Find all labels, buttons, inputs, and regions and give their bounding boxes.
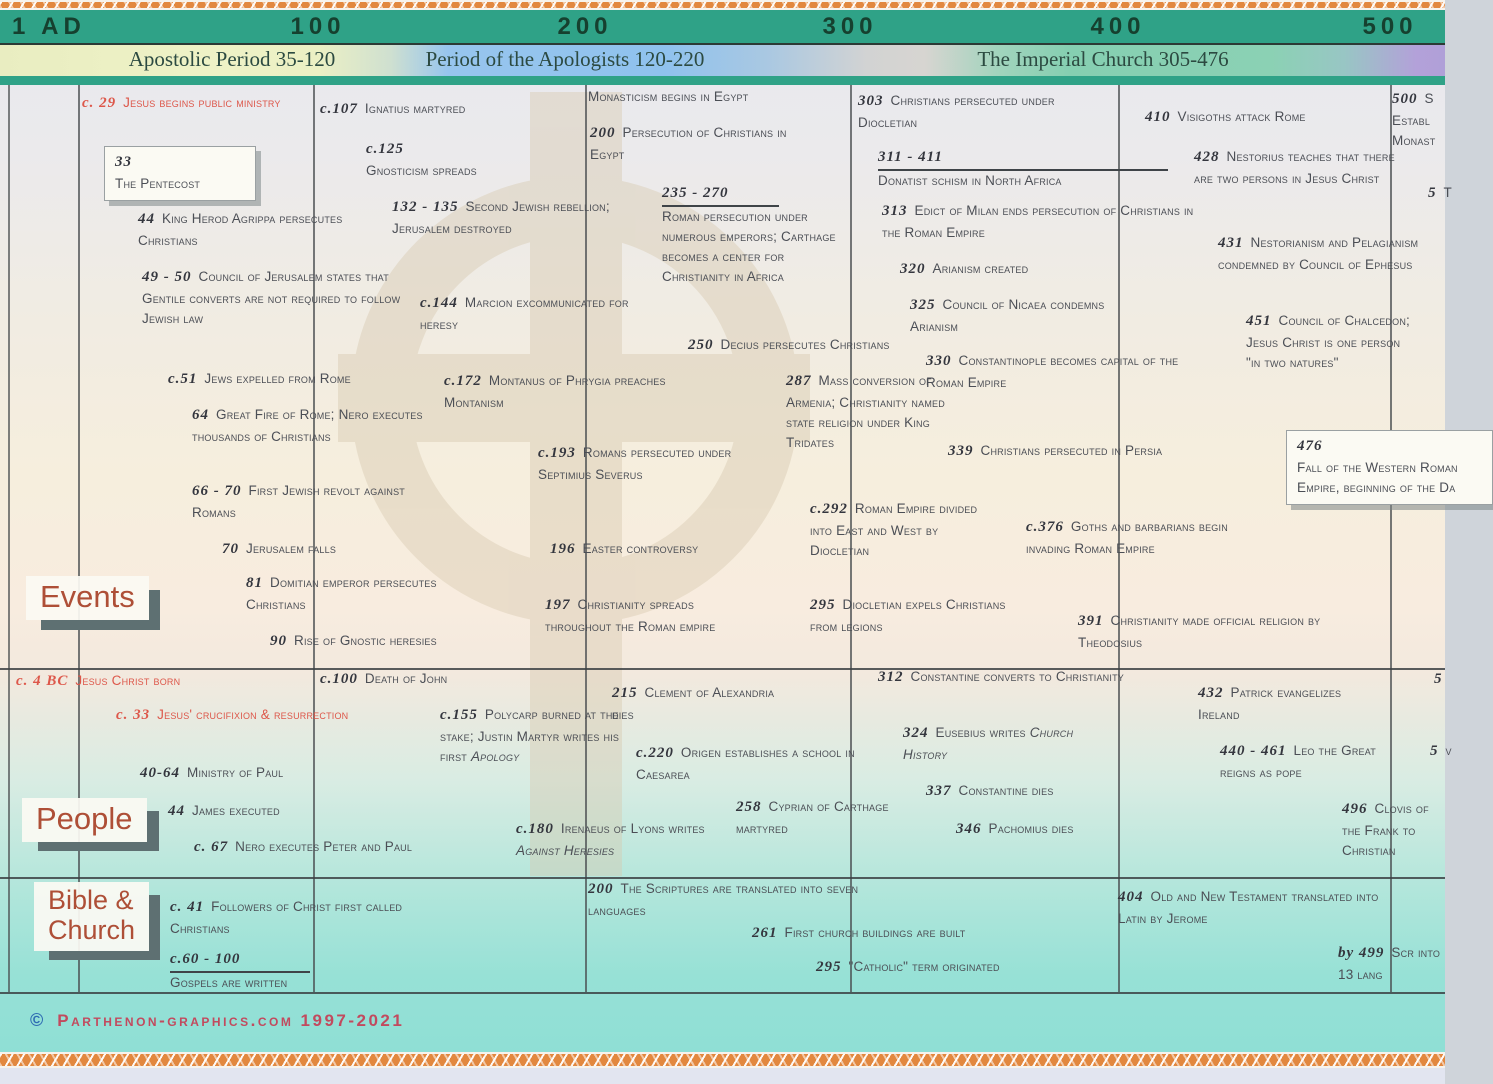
timeline-event: [1434, 668, 1450, 691]
event-text: Montanus of Phrygia preaches Montanism: [444, 373, 666, 410]
event-text: Cyprian of Carthage martyred: [736, 799, 889, 836]
timeline-event: [752, 922, 1087, 945]
event-text: Patrick evangelizes Ireland: [1198, 685, 1342, 722]
timeline-event: [1392, 88, 1450, 151]
event-text: Jerusalem falls: [246, 541, 337, 556]
event-text: Romans persecuted under Septimius Severus: [538, 445, 732, 482]
timeline-event: [366, 138, 526, 181]
timeline-event: [910, 294, 1122, 337]
event-year: 49 - 50: [142, 269, 192, 285]
event-text: Nestorianism and Pelagianism condemned by Council of Ephesus: [1218, 235, 1419, 272]
event-year: 476: [1297, 438, 1323, 454]
period-band: [0, 45, 1445, 76]
event-year: c.180: [516, 821, 554, 837]
event-text: The Scriptures are translated into seven languages: [588, 881, 859, 918]
event-year: 325: [910, 297, 936, 313]
timeline-event: [1428, 182, 1452, 205]
timeline-event: [1026, 516, 1261, 559]
event-text: Council of Jerusalem states that Gentile converts are not required to follow Jewish law: [142, 269, 401, 326]
timeline-event: [736, 796, 918, 839]
timeline-event: [1246, 310, 1414, 373]
event-text: Goths and barbarians begin invading Roman Empire: [1026, 519, 1228, 556]
event-year: c. 67: [194, 839, 229, 855]
event-text: Visigoths attack Rome: [1177, 109, 1306, 124]
event-year: 313: [882, 203, 908, 219]
timeline-event: [810, 594, 1022, 637]
event-year: 250: [688, 337, 714, 353]
event-year: 287: [786, 373, 812, 389]
year-tick-label: 200: [557, 13, 613, 40]
timeline-event: [926, 350, 1198, 393]
event-text: Christians persecuted under Diocletian: [858, 93, 1055, 130]
event-text: Decius persecutes Christians: [720, 337, 890, 352]
timeline-event: [545, 594, 763, 637]
timeline-event: [1145, 106, 1387, 129]
bottom-margin: [0, 1068, 1445, 1084]
row-label-line: Bible &: [48, 885, 134, 915]
event-year: 5: [1430, 743, 1439, 759]
event-year: 197: [545, 597, 571, 613]
timeline-event: [104, 146, 256, 201]
event-text: Christianity made official religion by Theodosius: [1078, 613, 1321, 650]
period-label: Apostolic Period 35-120: [128, 47, 336, 71]
timeline-event: [444, 370, 699, 413]
timeline-event: [222, 538, 422, 561]
copyright: [30, 1010, 404, 1031]
timeline-event: [612, 682, 794, 725]
event-year: c.172: [444, 373, 482, 389]
timeline-event: [1194, 146, 1412, 189]
event-text: Edict of Milan ends persecution of Christians in the Roman Empire: [882, 203, 1194, 240]
green-divider-strip: [0, 76, 1445, 85]
timeline-event: [590, 122, 795, 165]
event-text: Ministry of Paul: [187, 765, 284, 780]
copyright-text: Parthenon-graphics.com 1997-2021: [57, 1011, 405, 1030]
timeline-event: [1430, 740, 1450, 763]
event-year: 295: [810, 597, 836, 613]
event-year: 428: [1194, 149, 1220, 165]
bottom-zigzag-border: [0, 1052, 1445, 1068]
event-year: c.376: [1026, 519, 1064, 535]
event-year: 431: [1218, 235, 1244, 251]
year-tick-label: 100: [290, 13, 346, 40]
event-year: 196: [550, 541, 576, 557]
timeline-event: [142, 266, 418, 329]
timeline-event: [882, 200, 1204, 243]
row-label-line: People: [36, 801, 133, 836]
event-year: 40-64: [140, 765, 180, 781]
event-text: Mass conversion of Armenia; Christianity named state religion under King Tridates: [786, 373, 945, 450]
timeline-event: [516, 818, 708, 861]
top-zigzag-border: [0, 0, 1445, 10]
event-text: Clovis of the Frank to Christian: [1342, 801, 1429, 858]
timeline-event: [270, 630, 485, 653]
timeline-event: [878, 146, 1170, 191]
event-year: 5: [1428, 185, 1437, 201]
event-year: c.60 - 100: [170, 948, 310, 973]
row-label-people: [22, 798, 147, 842]
timeline-event: [194, 836, 416, 859]
copyright-icon: ©: [30, 1010, 44, 1030]
event-year: c. 33: [116, 707, 151, 723]
timeline-event: [170, 896, 422, 939]
timeline-event: [392, 196, 620, 239]
event-text: Domitian emperor persecutes Christians: [246, 575, 437, 612]
event-year: 303: [858, 93, 884, 109]
event-text: Constantine dies: [958, 783, 1054, 798]
event-text: Roman persecution under numerous emperors; Carthage becomes a center for Christianity in Africa: [662, 208, 836, 285]
event-year: c.292: [810, 501, 848, 517]
event-year: 346: [956, 821, 982, 837]
event-year: 391: [1078, 613, 1104, 629]
event-text: Persecution of Christians in Egypt: [590, 125, 787, 162]
event-text: Polycarp burned at the stake; Justin Martyr writes his first: [440, 707, 620, 764]
timeline-event: [420, 292, 652, 335]
timeline-event: [138, 208, 370, 251]
event-text: v: [1445, 743, 1452, 758]
event-year: c.193: [538, 445, 576, 461]
event-year: 261: [752, 925, 778, 941]
event-text: Followers of Christ first called Christians: [170, 899, 403, 936]
row-label-line: Events: [40, 579, 135, 614]
event-text-italic: Against Heresies: [516, 842, 615, 858]
timeline-event: [1220, 740, 1392, 783]
event-text: Christianity spreads throughout the Roman empire: [545, 597, 716, 634]
period-label: The Imperial Church 305-476: [977, 47, 1229, 71]
event-year: c.155: [440, 707, 478, 723]
timeline-event: [903, 722, 1105, 765]
event-text: Constantinople becomes capital of the Roman Empire: [926, 353, 1179, 390]
timeline-event: [16, 670, 278, 693]
event-year: 215: [612, 685, 638, 701]
timeline-event: [320, 98, 560, 121]
timeline-event: [192, 404, 430, 447]
timeline-event: [1118, 886, 1410, 929]
event-text: Nestorius teaches that there are two persons in Jesus Christ: [1194, 149, 1395, 186]
event-year: 330: [926, 353, 952, 369]
event-year: 311 - 411: [878, 146, 1168, 171]
event-text: Origen establishes a school in Caesarea: [636, 745, 855, 782]
event-year: 496: [1342, 801, 1368, 817]
row-label-events: [26, 576, 149, 620]
year-tick-label: 400: [1090, 13, 1146, 40]
event-year: 5: [1434, 671, 1443, 687]
event-year: 500: [1392, 91, 1418, 107]
left-border-line: [8, 85, 10, 992]
event-year: 44: [138, 211, 155, 227]
event-text: Christians persecuted in Persia: [980, 443, 1163, 458]
event-year: 295: [816, 959, 842, 975]
event-year: 339: [948, 443, 974, 459]
event-year: 410: [1145, 109, 1171, 125]
century-gridline: [78, 85, 80, 992]
event-text: King Herod Agrippa persecutes Christians: [138, 211, 343, 248]
event-text: Marcion excommunicated for heresy: [420, 295, 629, 332]
event-text: Donatist schism in North Africa: [878, 172, 1062, 188]
event-year: 337: [926, 783, 952, 799]
timeline-event: [816, 956, 1121, 979]
timeline-event: [140, 762, 402, 785]
year-tick-label: 1 AD: [12, 13, 86, 40]
event-year: 440 - 461: [1220, 743, 1287, 759]
timeline-event: [956, 818, 1198, 841]
event-year: c. 4 BC: [16, 673, 69, 689]
event-text: Jews expelled from Rome: [204, 371, 351, 386]
event-text: The Pentecost: [115, 175, 201, 191]
timeline-event: [878, 666, 1130, 689]
event-text-italic: Apology: [470, 748, 520, 764]
event-text: Jesus begins public ministry: [123, 95, 281, 110]
event-text: Nero executes Peter and Paul: [235, 839, 413, 854]
event-year: by 499: [1338, 945, 1385, 961]
event-year: 324: [903, 725, 929, 741]
event-year: 90: [270, 633, 287, 649]
event-text: Jesus Christ born: [75, 673, 181, 688]
event-year: c. 29: [82, 95, 117, 111]
event-year: 132 - 135: [392, 199, 459, 215]
event-text: "Catholic" term originated: [848, 959, 1000, 974]
event-year: 432: [1198, 685, 1224, 701]
event-year: 312: [878, 669, 904, 685]
period-label: Period of the Apologists 120-220: [425, 47, 705, 71]
timeline-event: [168, 800, 393, 823]
timeline-event: [588, 87, 830, 107]
timeline-event: [192, 480, 444, 523]
event-year: c.100: [320, 671, 358, 687]
timeline-event: [588, 878, 900, 921]
event-year: c.51: [168, 371, 198, 387]
timeline-event: [948, 440, 1170, 463]
event-year: 66 - 70: [192, 483, 242, 499]
event-text: Diocletian expels Christians from legions: [810, 597, 1006, 634]
timeline-event: [858, 90, 1100, 133]
event-year: 33: [115, 154, 132, 170]
event-text: Constantine converts to Christianity: [910, 669, 1124, 684]
timeline-event: [810, 498, 998, 561]
event-text: Eusebius writes: [935, 725, 1030, 740]
event-text: Council of Nicaea condemns Arianism: [910, 297, 1105, 334]
event-text: Ignatius martyred: [364, 101, 466, 116]
timeline-event: [900, 258, 1125, 281]
event-text: S Establ Monast: [1392, 91, 1436, 148]
event-text: Monasticism begins in Egypt: [588, 89, 749, 104]
row-label-bible: [34, 882, 149, 951]
event-year: c.107: [320, 101, 358, 117]
event-text: Scr into 13 lang: [1338, 945, 1441, 982]
event-year: 70: [222, 541, 239, 557]
timeline-event: [1342, 798, 1450, 861]
event-text: Second Jewish rebellion; Jerusalem destroyed: [392, 199, 610, 236]
event-year: c.220: [636, 745, 674, 761]
timeline-event: [170, 948, 370, 993]
event-year: 200: [588, 881, 614, 897]
event-text: Pachomius dies: [988, 821, 1074, 836]
event-text: Jesus' crucifixion & resurrection: [157, 707, 349, 722]
year-tick-label: 300: [822, 13, 878, 40]
event-text: Fall of the Western Roman Empire, beginning of the Da: [1297, 459, 1458, 495]
event-year: 44: [168, 803, 185, 819]
timeline-event: [320, 668, 545, 691]
year-axis: [0, 10, 1445, 45]
timeline-event: [168, 368, 358, 391]
event-year: 81: [246, 575, 263, 591]
event-text: Old and New Testament translated into Latin by Jerome: [1118, 889, 1379, 926]
timeline-event: [1286, 430, 1493, 505]
event-text: Death of John: [364, 671, 448, 686]
timeline-event: [1198, 682, 1380, 725]
event-year: c. 41: [170, 899, 205, 915]
row-label-line: Church: [48, 914, 136, 945]
event-text: Gospels are written: [170, 974, 288, 990]
event-text: Easter controversy: [582, 541, 699, 556]
timeline-event: [116, 704, 361, 727]
timeline-event: [538, 442, 770, 485]
event-text: Irenaeus of Lyons writes: [560, 821, 705, 836]
timeline-event: [550, 538, 770, 561]
event-text-italic: Church History: [903, 725, 1074, 762]
event-year: 320: [900, 261, 926, 277]
event-text: Rise of Gnostic heresies: [294, 633, 437, 648]
year-tick-label: 500: [1362, 13, 1418, 40]
event-text: Gnosticism spreads: [366, 162, 477, 178]
event-text: First church buildings are built: [784, 925, 966, 940]
timeline-event: [1218, 232, 1423, 275]
event-text: Clement of Alexandria dies: [612, 685, 775, 722]
timeline-event: [1338, 942, 1448, 985]
event-text: T: [1443, 185, 1452, 200]
timeline-event: [1078, 610, 1340, 653]
event-year: 235 - 270: [662, 182, 779, 207]
event-year: 451: [1246, 313, 1272, 329]
timeline-event: [662, 182, 850, 288]
event-year: 200: [590, 125, 616, 141]
timeline-event: [688, 334, 893, 357]
timeline-event: [636, 742, 898, 785]
event-year: c.144: [420, 295, 458, 311]
event-year: 258: [736, 799, 762, 815]
event-year: 64: [192, 407, 209, 423]
event-text: Council of Chalcedon; Jesus Christ is one person "in two natures": [1246, 313, 1410, 370]
event-text: James executed: [192, 803, 280, 818]
timeline-event: [82, 92, 297, 115]
event-text: Great Fire of Rome; Nero executes thousands of Christians: [192, 407, 423, 444]
timeline-event: [926, 780, 1188, 803]
event-text: Roman Empire divided into East and West by Diocletian: [810, 501, 978, 558]
event-text: Leo the Great reigns as pope: [1220, 743, 1376, 780]
event-text: Arianism created: [932, 261, 1029, 276]
timeline-event: [246, 572, 458, 615]
event-text: First Jewish revolt against Romans: [192, 483, 405, 520]
event-year: c.125: [366, 141, 404, 157]
event-year: 404: [1118, 889, 1144, 905]
